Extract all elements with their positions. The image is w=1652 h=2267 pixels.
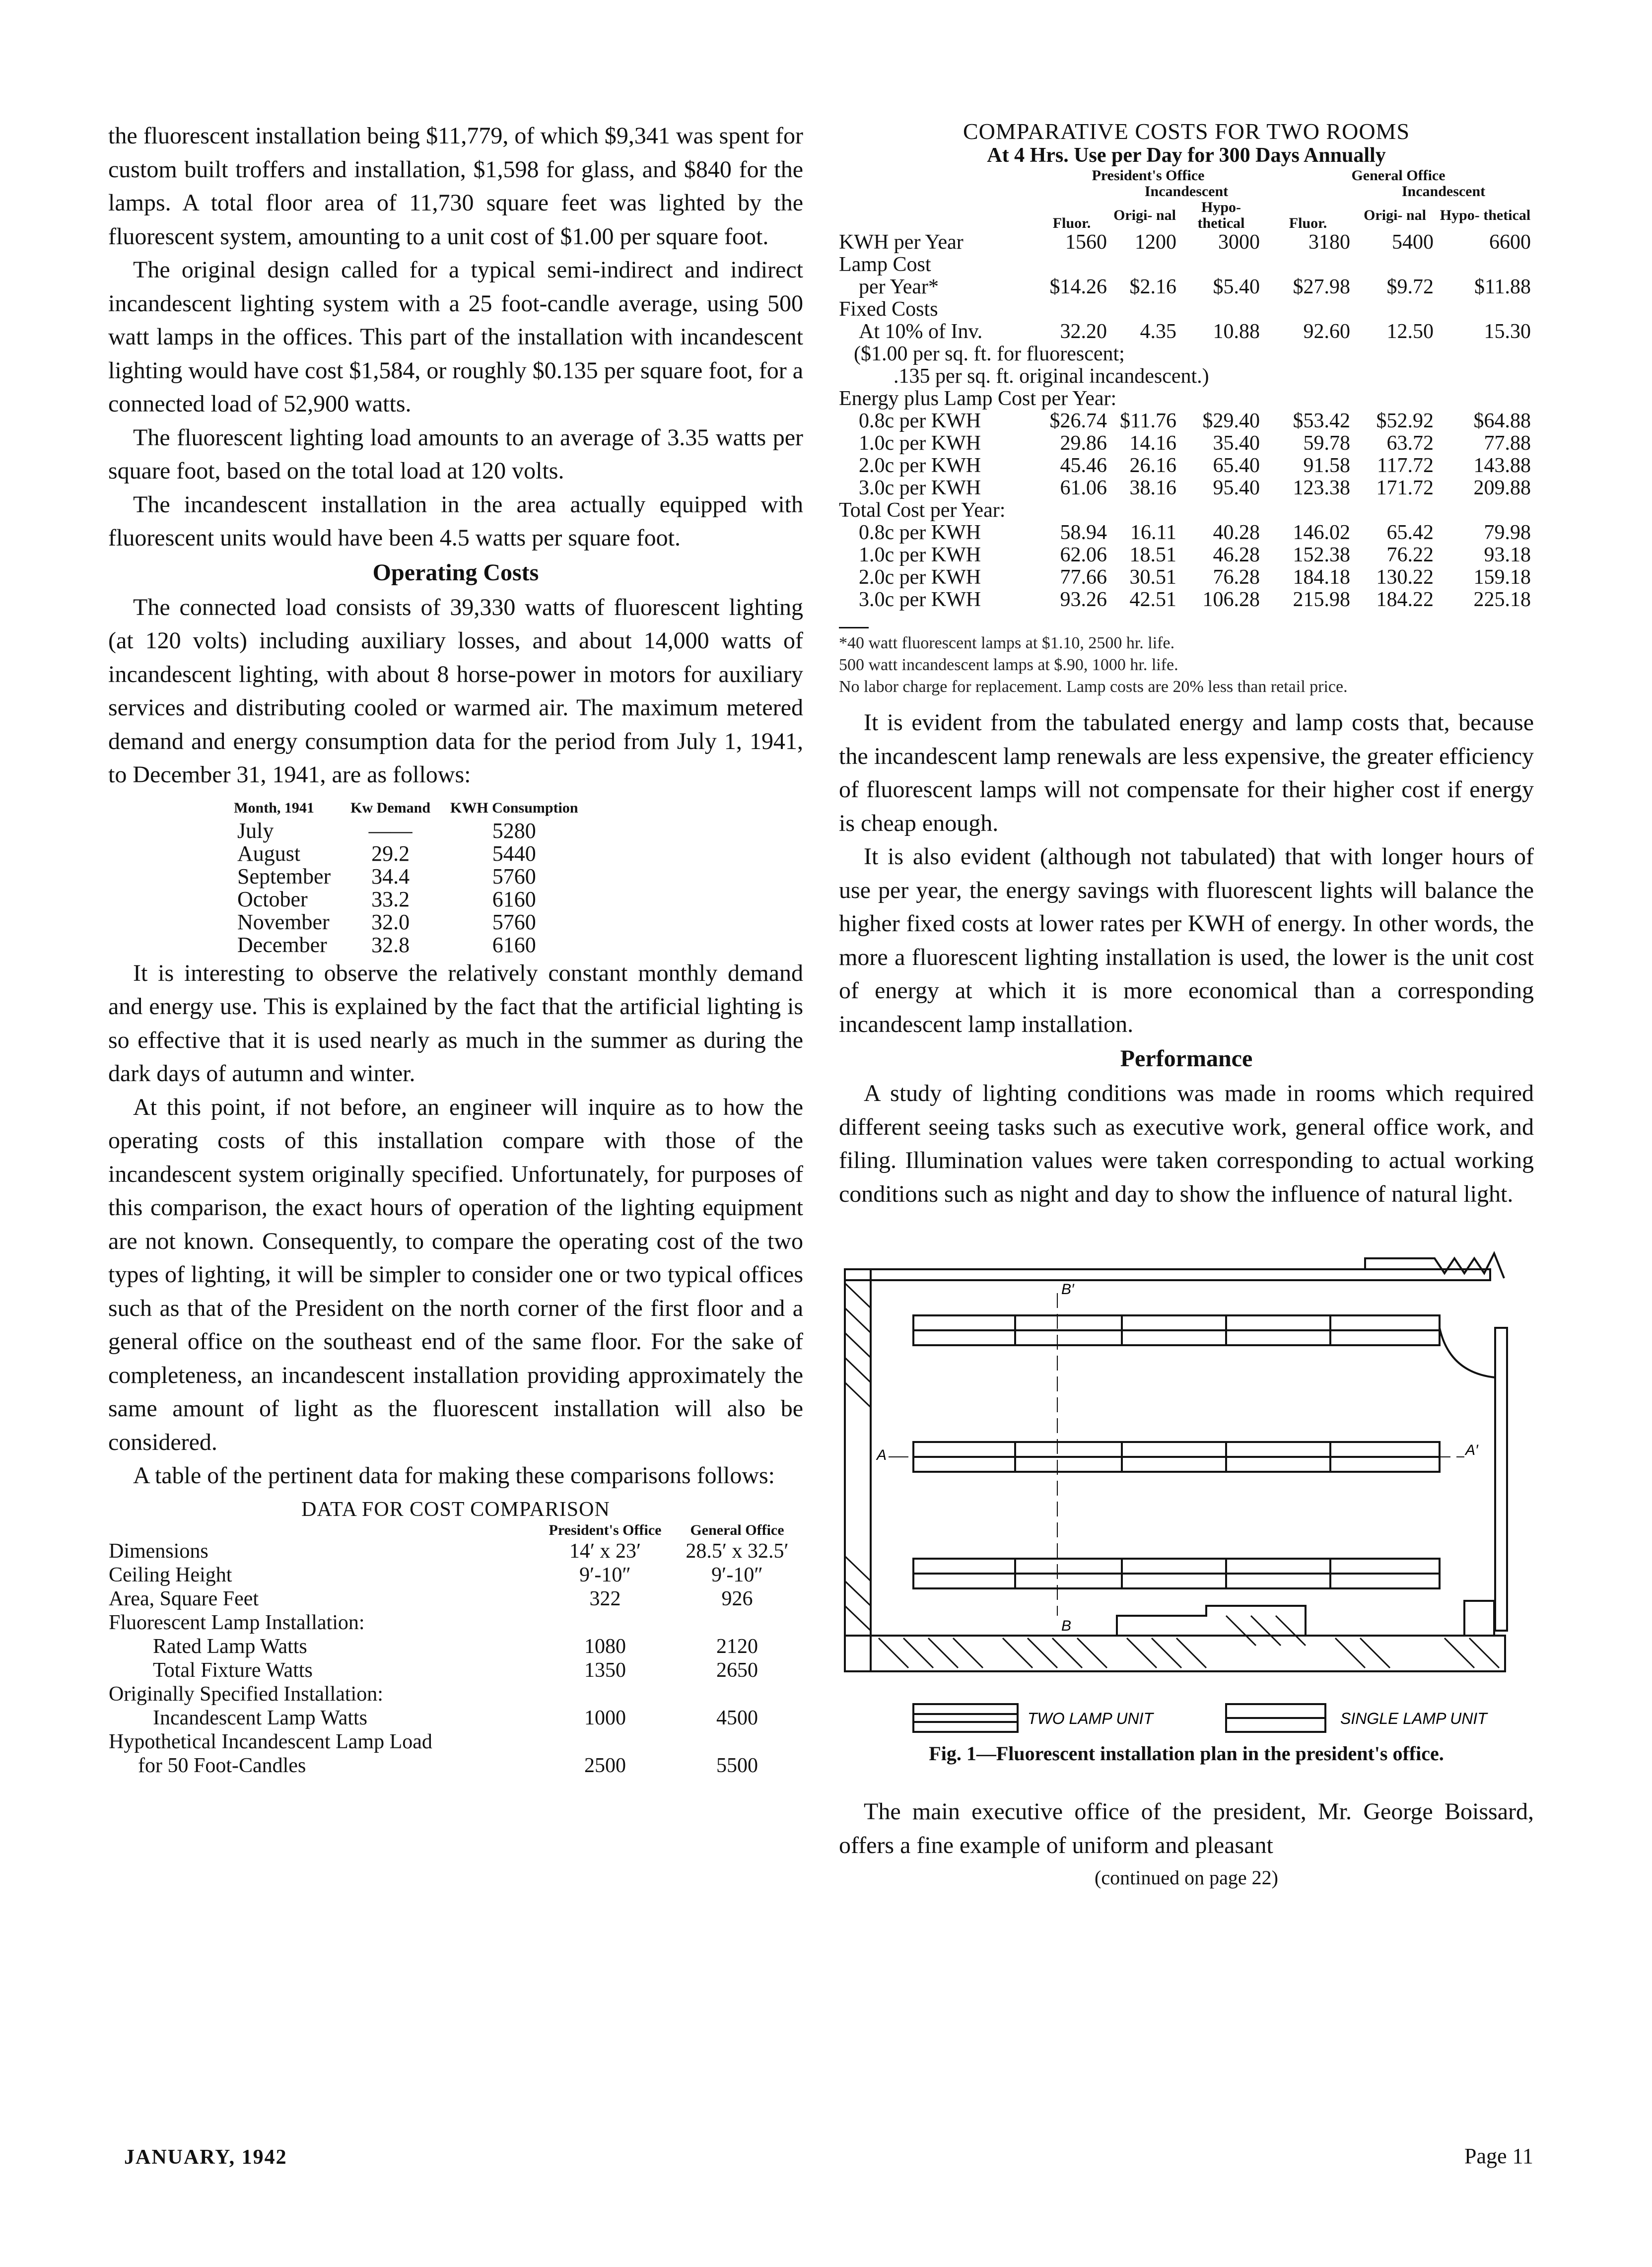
table-row	[839, 388, 1534, 410]
table-cell: 106.28	[1202, 588, 1260, 611]
table-cell: Lamp Cost	[839, 253, 931, 276]
table-cell: 6160	[492, 932, 536, 957]
table-cell: 28.5′ x 32.5′	[686, 1539, 789, 1563]
left-column	[108, 119, 803, 1778]
table-cell: 10.88	[1213, 320, 1260, 343]
comparative-costs-subtitle: At 4 Hrs. Use per Day for 300 Days Annually	[987, 144, 1386, 167]
table-row	[108, 1706, 803, 1730]
table-row	[207, 911, 588, 934]
table-cell: 76.28	[1213, 566, 1260, 589]
table-header: General Office	[1351, 167, 1446, 184]
table-cell: 117.72	[1377, 454, 1434, 477]
table-cell: 5280	[492, 818, 536, 843]
table-cell	[671, 1730, 803, 1754]
table-cell: 62.06	[1060, 544, 1107, 566]
table-cell	[1110, 254, 1179, 276]
footnote-rule	[839, 627, 869, 628]
table-cell	[1353, 254, 1437, 276]
table-cell: 159.18	[1473, 566, 1531, 589]
table-cell: Total Fixture Watts	[153, 1658, 313, 1682]
table-cell: 2.0c per KWH	[859, 454, 981, 477]
table-row	[839, 566, 1534, 589]
table-cell	[1263, 298, 1353, 321]
table-cell	[671, 1611, 803, 1635]
table-cell: 77.88	[1484, 432, 1531, 455]
table-header: Fluor.	[1289, 215, 1327, 231]
section-label-b-top: B′	[1061, 1281, 1074, 1298]
section-label-b-bottom: B	[1061, 1618, 1072, 1634]
table-cell: 1.0c per KWH	[859, 544, 981, 566]
table-row	[839, 254, 1534, 276]
table-cell: 2500	[584, 1754, 626, 1777]
section-label-a-right: A′	[1465, 1442, 1478, 1458]
table-cell	[539, 1682, 671, 1706]
section-heading-performance: Performance	[1120, 1045, 1253, 1072]
table-cell: 14′ x 23′	[569, 1539, 641, 1563]
legend-two-lamp-label: TWO LAMP UNIT	[1028, 1710, 1154, 1727]
table-row	[108, 1754, 803, 1778]
table-cell: 9′-10″	[579, 1563, 631, 1586]
table-row	[207, 842, 588, 865]
table-cell: 14.16	[1129, 432, 1176, 455]
table-cell: 6600	[1489, 231, 1531, 254]
table-cell	[1179, 254, 1263, 276]
paragraph: the fluorescent installation being $11,779, of which $9,341 was spent for custom built troffers and installation, $1,598 for glass, and $840 for the lamps. A total floor area of 11,730 square feet was lighted by the fluorescent system, amounting to a unit cost of $1.00 per square foot.	[108, 123, 803, 250]
table-cell	[1179, 298, 1263, 321]
table-cell: Hypothetical Incandescent Lamp Load	[109, 1730, 432, 1753]
table-cell: $2.16	[1129, 275, 1176, 298]
comparative-costs-title: COMPARATIVE COSTS FOR TWO ROOMS	[963, 119, 1410, 144]
table-cell: 93.26	[1060, 588, 1107, 611]
table-row	[108, 1611, 803, 1635]
table-cell: for 50 Foot-Candles	[138, 1754, 306, 1777]
table-cell: Area, Square Feet	[109, 1587, 259, 1610]
table-header: Incandescent	[1401, 183, 1486, 200]
table-cell: Dimensions	[109, 1539, 208, 1563]
table-cell: 1350	[584, 1658, 626, 1682]
table-cell: 33.2	[371, 887, 410, 911]
table-cell: $11.88	[1474, 275, 1531, 298]
table-cell: 34.4	[371, 864, 410, 889]
table-cell: Energy plus Lamp Cost per Year:	[839, 387, 1117, 410]
table-cell: 3180	[1308, 231, 1350, 254]
table-cell: $53.42	[1293, 410, 1350, 432]
table-cell: 171.72	[1376, 477, 1434, 499]
table-row	[839, 589, 1534, 611]
table-cell: 15.30	[1484, 320, 1531, 343]
table-cell: 5400	[1392, 231, 1434, 254]
table-cell: 3.0c per KWH	[859, 588, 981, 611]
table-cell: 26.16	[1129, 454, 1176, 477]
table-row	[108, 1730, 803, 1754]
paragraph: It is evident from the tabulated energy and lamp costs that, because the incandescent lamp renewals are less expensive, the greater efficiency of fluorescent lamps will not compensate for their higher cost if energy is cheap enough.	[839, 709, 1534, 836]
table-cell: Incandescent Lamp Watts	[153, 1706, 368, 1729]
table-cell: 30.51	[1129, 566, 1176, 589]
wall-right	[1495, 1328, 1507, 1631]
table-cell: 130.22	[1376, 566, 1434, 589]
paragraph: The fluorescent lighting load amounts to an average of 3.35 watts per square foot, based on the total load at 120 volts.	[108, 424, 803, 484]
table-cell: 152.38	[1293, 544, 1350, 566]
table-header: Hypo- thetical	[1197, 199, 1245, 231]
table-cell: 18.51	[1129, 544, 1176, 566]
table-cell: Originally Specified Installation:	[109, 1682, 383, 1706]
table-cell: 65.40	[1213, 454, 1260, 477]
table-cell	[1033, 298, 1110, 321]
table-cell: 1560	[1065, 231, 1107, 254]
table-header: Fluor.	[1052, 215, 1091, 231]
table-cell	[1263, 254, 1353, 276]
wall-top	[845, 1269, 1490, 1280]
table-row	[207, 865, 588, 888]
footnote: *40 watt fluorescent lamps at $1.10, 2500 hr. life.	[839, 634, 1175, 652]
table-header: Origi- nal	[1113, 207, 1176, 223]
paragraph: A study of lighting conditions was made in rooms which required different seeing tasks such as executive work, general office work, and filing. Illumination values were taken corresponding to actual working conditions such as night and day to show the influence of natural light.	[839, 1080, 1534, 1207]
table-cell: Ceiling Height	[109, 1563, 232, 1586]
table-header: KWH Consumption	[450, 799, 578, 816]
table-cell: Total Cost per Year:	[839, 499, 1006, 522]
table-cell: 4500	[716, 1706, 758, 1729]
continued-note: (continued on page 22)	[1095, 1866, 1278, 1889]
table-cell	[1437, 254, 1534, 276]
table-cell: 95.40	[1213, 477, 1260, 499]
table-row	[839, 499, 1534, 522]
table-row	[839, 365, 1534, 388]
table-row	[839, 432, 1534, 455]
table-cell: 32.0	[371, 909, 410, 934]
table-cell: Fluorescent Lamp Installation:	[109, 1611, 365, 1634]
table-row	[108, 1658, 803, 1682]
table-cell: 1080	[584, 1635, 626, 1658]
table-cell: 184.18	[1293, 566, 1350, 589]
table-cell: 3000	[1218, 231, 1260, 254]
table-row	[839, 522, 1534, 544]
table-cell: 5760	[492, 909, 536, 934]
table-cell: 146.02	[1293, 521, 1350, 544]
figure-caption: Fig. 1—Fluorescent installation plan in the president's office.	[929, 1742, 1444, 1765]
legend-two-lamp-symbol	[913, 1704, 1018, 1732]
table-cell: 3.0c per KWH	[859, 477, 981, 499]
table-row	[839, 477, 1534, 499]
table-cell: Fixed Costs	[839, 298, 938, 321]
table-row	[839, 343, 1534, 365]
table-cell: 184.22	[1376, 588, 1434, 611]
table-header: President's Office	[549, 1521, 662, 1538]
table-cell: $64.88	[1473, 410, 1531, 432]
table-cell: 2.0c per KWH	[859, 566, 981, 589]
table-row	[207, 888, 588, 911]
table-cell	[1437, 298, 1534, 321]
table-cell: August	[237, 841, 301, 866]
table-row	[839, 321, 1534, 343]
table-cell: 143.88	[1473, 454, 1531, 477]
table-cell: September	[237, 864, 331, 889]
table-cell: ($1.00 per sq. ft. for fluorescent;	[854, 343, 1125, 365]
table-header: General Office	[690, 1521, 784, 1538]
table-cell: $29.40	[1202, 410, 1260, 432]
table-cell: 225.18	[1473, 588, 1531, 611]
footnote: 500 watt incandescent lamps at $.90, 1000 hr. life.	[839, 656, 1178, 674]
table-cell: $11.76	[1120, 410, 1176, 432]
table-cell: 209.88	[1473, 477, 1531, 499]
table-cell: 0.8c per KWH	[859, 410, 981, 432]
table-cell: 5440	[492, 841, 536, 866]
section-heading-operating-costs: Operating Costs	[372, 559, 539, 586]
table-cell: 35.40	[1213, 432, 1260, 455]
table-row	[207, 934, 588, 957]
legend-single-lamp-label: SINGLE LAMP UNIT	[1340, 1710, 1487, 1727]
table-cell	[539, 1611, 671, 1635]
table-row	[839, 410, 1534, 432]
table-cell: 58.94	[1060, 521, 1107, 544]
table-cell: ——	[368, 818, 413, 843]
table-cell: 29.2	[371, 841, 410, 866]
table-row	[108, 1539, 803, 1563]
right-column	[839, 119, 1534, 1889]
floor-plan-diagram	[839, 1238, 1534, 1735]
table-cell: 32.20	[1060, 320, 1107, 343]
table-cell: 79.98	[1484, 521, 1531, 544]
table-cell	[539, 1730, 671, 1754]
table-cell: 6160	[492, 887, 536, 911]
table-row	[839, 544, 1534, 566]
table-cell: 5500	[716, 1754, 758, 1777]
table-cell: November	[237, 909, 330, 934]
table-cell	[1033, 254, 1110, 276]
table-cell: 45.46	[1060, 454, 1107, 477]
table-cell: 1.0c per KWH	[859, 432, 981, 455]
paragraph: The main executive office of the president, Mr. George Boissard, offers a fine example of uniform and pleasant	[839, 1798, 1534, 1858]
table-row	[108, 1563, 803, 1587]
table-cell: 92.60	[1303, 320, 1350, 343]
table-row	[839, 231, 1534, 254]
table-cell: 40.28	[1213, 521, 1260, 544]
page-number: Page 11	[1464, 2144, 1533, 2168]
table-cell: Rated Lamp Watts	[153, 1635, 307, 1658]
table-header: Kw Demand	[350, 799, 431, 816]
table-cell: per Year*	[859, 275, 939, 298]
table-cell: 38.16	[1129, 477, 1176, 499]
table-cell: 1000	[584, 1706, 626, 1729]
table-header: Hypo- thetical	[1440, 207, 1531, 223]
comparative-costs-table	[839, 168, 1534, 611]
paragraph: At this point, if not before, an engineer will inquire as to how the operating costs of this installation compare with those of the incandescent system originally specified. Unfortunately, for purposes of this comparison, the exact hours of operation of the lighting equipment are not known. Consequently, to compare the operating cost of the two types of lighting, it will be simpler to consider one or two typical offices such as that of the President on the north corner of the first floor and a general office on the southeast end of the same floor. For the sake of completeness, an incandescent installation providing approximately the same amount of light as the fluorescent installation will also be considered.	[108, 1094, 803, 1455]
table-cell: 215.98	[1293, 588, 1350, 611]
table-header: President's Office	[1092, 167, 1205, 184]
cost-comparison-title: DATA FOR COST COMPARISON	[301, 1498, 610, 1521]
paragraph: The original design called for a typical semi-indirect and indirect incandescent lighting system with a 25 foot-candle average, using 500 watt lamps in the offices. This part of the installation with incandescent lighting would have cost $1,584, or roughly $0.135 per square foot, for a connected load of 52,900 watts.	[108, 257, 803, 417]
table-cell: July	[237, 818, 274, 843]
table-cell: 12.50	[1386, 320, 1434, 343]
table-cell: 65.42	[1386, 521, 1434, 544]
table-cell: 5760	[492, 864, 536, 889]
table-cell: 16.11	[1130, 521, 1176, 544]
table-cell: 91.58	[1303, 454, 1350, 477]
footnote: No labor charge for replacement. Lamp costs are 20% less than retail price.	[839, 678, 1348, 696]
paragraph: It is interesting to observe the relatively constant monthly demand and energy use. This is explained by the fact that the artificial lighting is so effective that it is used nearly as much in the summer as during the dark days of autumn and winter.	[108, 960, 803, 1087]
table-cell: 2650	[716, 1658, 758, 1682]
table-cell: $27.98	[1293, 275, 1350, 298]
paragraph: A table of the pertinent data for making these comparisons follows:	[133, 1462, 775, 1489]
table-cell: 4.35	[1140, 320, 1176, 343]
table-cell: $5.40	[1213, 275, 1260, 298]
table-cell: 63.72	[1386, 432, 1434, 455]
table-header: Origi- nal	[1364, 207, 1426, 223]
table-header: Month, 1941	[234, 799, 314, 816]
footer-date: JANUARY, 1942	[124, 2146, 287, 2169]
table-cell: December	[237, 932, 327, 957]
table-header: Incandescent	[1144, 183, 1229, 200]
table-cell: 76.22	[1386, 544, 1434, 566]
table-cell: 322	[589, 1587, 621, 1610]
table-cell	[1353, 298, 1437, 321]
paragraph: The connected load consists of 39,330 watts of fluorescent lighting (at 120 volts) including auxiliary losses, and about 14,000 watts of incandescent lighting, with about 8 horse-power in motors for auxiliary services and distributing cooled or warmed air. The maximum metered demand and energy consumption data for the period from July 1, 1941, to December 31, 1941, are as follows:	[108, 594, 803, 788]
monthly-demand-table	[207, 797, 588, 957]
table-cell: 1200	[1135, 231, 1176, 254]
table-cell	[1110, 298, 1179, 321]
table-cell: 93.18	[1484, 544, 1531, 566]
table-cell: 61.06	[1060, 477, 1107, 499]
table-row	[839, 276, 1534, 298]
table-cell: 46.28	[1213, 544, 1260, 566]
table-cell: 9′-10″	[711, 1563, 763, 1586]
table-cell: 0.8c per KWH	[859, 521, 981, 544]
table-cell: $26.74	[1049, 410, 1107, 432]
table-cell: $14.26	[1049, 275, 1107, 298]
table-cell: 77.66	[1060, 566, 1107, 589]
table-cell: 29.86	[1060, 432, 1107, 455]
table-row	[839, 298, 1534, 321]
table-row	[207, 820, 588, 842]
cost-comparison-table	[108, 1521, 803, 1778]
section-label-a-left: A	[877, 1447, 887, 1463]
table-cell: 123.38	[1293, 477, 1350, 499]
table-row	[839, 455, 1534, 477]
table-cell: October	[237, 887, 308, 911]
table-cell: 42.51	[1129, 588, 1176, 611]
figure-floor-plan	[839, 1238, 1534, 1765]
table-cell: At 10% of Inv.	[859, 320, 983, 343]
table-row	[108, 1635, 803, 1658]
table-cell: $52.92	[1376, 410, 1434, 432]
table-cell: 2120	[716, 1635, 758, 1658]
table-cell: 32.8	[371, 932, 410, 957]
paragraph: It is also evident (although not tabulated) that with longer hours of use per year, the energy savings with fluorescent lights will balance the higher fixed costs at lower rates per KWH of energy. In other words, the more a fluorescent lighting installation is used, the lower is the unit cost of energy at which it is more economical than a corresponding incandescent lamp installation.	[839, 843, 1534, 1037]
table-cell: $9.72	[1386, 275, 1434, 298]
table-cell: 59.78	[1303, 432, 1350, 455]
paragraph: The incandescent installation in the area actually equipped with fluorescent units would have been 4.5 watts per square foot.	[108, 491, 803, 551]
table-cell: 926	[721, 1587, 753, 1610]
table-row	[108, 1682, 803, 1706]
table-cell: KWH per Year	[839, 231, 964, 254]
table-cell	[671, 1682, 803, 1706]
table-cell: .135 per sq. ft. original incandescent.)	[894, 365, 1209, 388]
table-row	[108, 1587, 803, 1611]
